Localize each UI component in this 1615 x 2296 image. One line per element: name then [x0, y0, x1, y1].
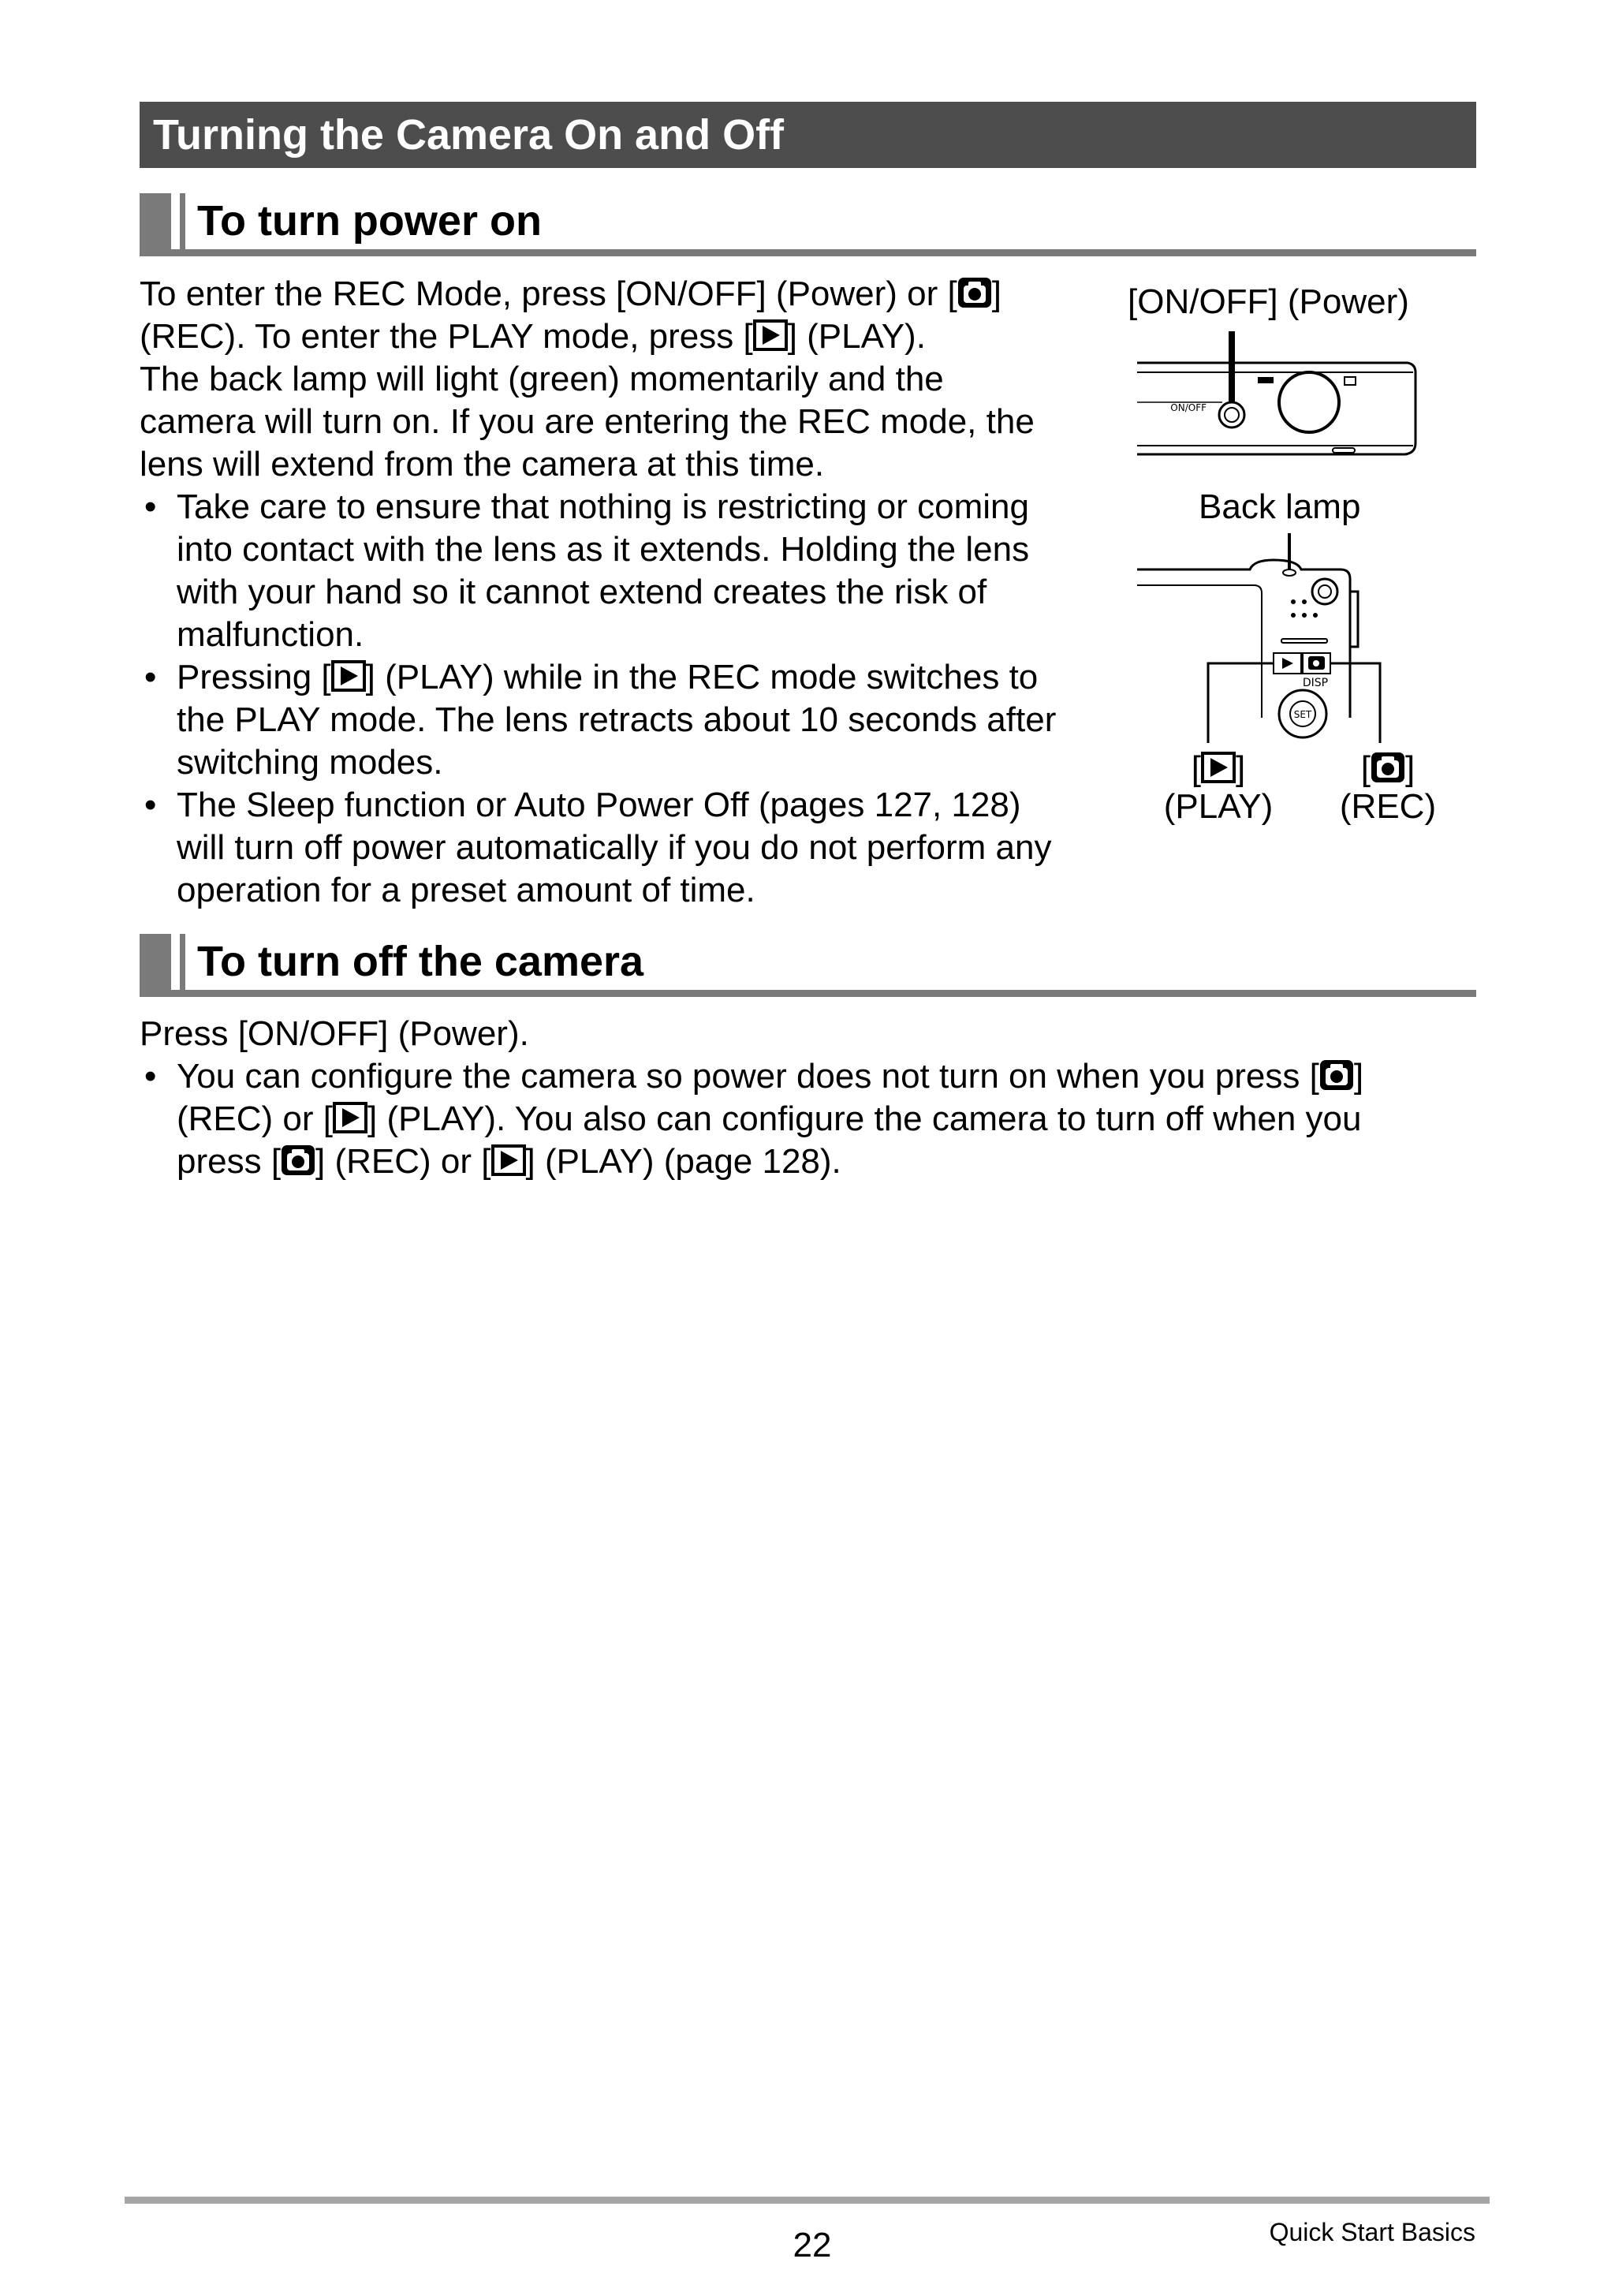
bullet-line: operation for a preset amount of time. [177, 871, 755, 909]
bullet-line: The Sleep function or Auto Power Off (pages 127, 128) [177, 786, 1021, 824]
zoom-dial [1312, 579, 1337, 604]
bullet-line: with your hand so it cannot extend creates the risk of [177, 573, 987, 611]
page-title: Turning the Camera On and Off [140, 102, 1476, 168]
text: ] [991, 274, 1001, 313]
camera-icon [1319, 1059, 1354, 1091]
bullet-marker: • [144, 658, 157, 696]
heading-bar [180, 934, 185, 990]
camera-mark [1345, 377, 1356, 385]
camera-mark [1333, 448, 1355, 453]
speaker-dot [1313, 613, 1318, 618]
bullet-line: Take care to ensure that nothing is restricting or coming [177, 487, 1029, 526]
speaker-dot [1302, 599, 1307, 604]
bullet-line [177, 656, 1038, 699]
bullet-marker: • [144, 786, 157, 824]
heading-bar [180, 193, 185, 249]
speaker-dot [1302, 613, 1307, 618]
power-button-caption: [ON/OFF] (Power) [1128, 282, 1409, 321]
bullet-line: switching modes. [177, 743, 443, 782]
body-line [140, 273, 1001, 315]
bullet-line [177, 1098, 1361, 1141]
play-icon [333, 1102, 367, 1133]
body-line: lens will extend from the camera at this time. [140, 445, 825, 483]
text: press [ [177, 1142, 282, 1181]
footer-divider [125, 2197, 1490, 2204]
camera-icon [1371, 752, 1405, 783]
text: ] [1236, 749, 1246, 788]
text: You can configure the camera so power does not turn on when you press [ [177, 1057, 1319, 1096]
text: [ [1191, 749, 1201, 788]
speaker-dot [1291, 599, 1296, 604]
text: Pressing [ [177, 658, 331, 696]
text: (REC). To enter the PLAY mode, press [ [140, 317, 753, 356]
heading-bar [140, 193, 171, 249]
rec-glyph-lens [1313, 660, 1319, 666]
section-heading-text: To turn off the camera [197, 938, 644, 985]
section-heading-text: To turn power on [197, 197, 542, 245]
text: To enter the REC Mode, press [ON/OFF] (Power) or [ [140, 274, 957, 313]
disp-label: DISP [1302, 677, 1329, 689]
bullet-line: the PLAY mode. The lens retracts about 10 seconds after [177, 700, 1057, 739]
text: ] (PLAY) while in the REC mode switches to [365, 658, 1039, 696]
body-line [140, 315, 926, 358]
section-heading-power-on [140, 193, 1476, 256]
play-icon [331, 660, 366, 692]
footer-section-name: Quick Start Basics [1269, 2218, 1475, 2246]
play-icon [1201, 752, 1236, 783]
text: ] (REC) or [ [315, 1142, 491, 1181]
camera-back-illustration [1128, 528, 1427, 757]
zoom-dial-inner [1318, 585, 1331, 598]
callout-line [1330, 663, 1380, 743]
onoff-print: ON/OFF [1170, 402, 1207, 413]
callout-line [1208, 663, 1274, 743]
bullet-line: into contact with the lens as it extends. Holding the lens [177, 530, 1030, 569]
bullet-marker: • [144, 487, 157, 526]
camera-top-illustration [1128, 323, 1427, 473]
camera-mark [1258, 377, 1274, 383]
body-line: camera will turn on. If you are entering the REC mode, the [140, 402, 1035, 441]
page-number: 22 [793, 2226, 832, 2264]
shutter-button [1279, 372, 1339, 432]
text: ] [1405, 749, 1415, 788]
bullet-line [177, 1055, 1363, 1098]
bullet-marker: • [144, 1057, 157, 1096]
play-button-caption-icon [1183, 748, 1254, 790]
section-heading-power-off [140, 934, 1476, 997]
text: ] (PLAY). [787, 317, 926, 356]
text: [ [1360, 749, 1371, 788]
play-button-caption: (PLAY) [1163, 787, 1274, 826]
bullet-line: malfunction. [177, 615, 364, 654]
text: ] (PLAY) (page 128). [525, 1142, 841, 1181]
rec-button-caption-icon [1352, 748, 1423, 790]
body-line: The back lamp will light (green) momentarily and the [140, 360, 944, 398]
text: ] [1353, 1057, 1364, 1096]
speaker-dot [1291, 613, 1296, 618]
body-line: Press [ON/OFF] (Power). [140, 1014, 529, 1053]
rec-button-caption: (REC) [1339, 787, 1437, 826]
camera-icon [281, 1144, 315, 1176]
set-label: SET [1293, 709, 1312, 720]
text: ] (PLAY). You also can configure the camera to turn off when you [367, 1099, 1362, 1138]
on-off-button [1219, 402, 1244, 427]
camera-mark [1281, 639, 1327, 643]
camera-screen-edge [1254, 585, 1262, 718]
heading-bar [140, 934, 171, 990]
play-icon [753, 319, 788, 351]
back-lamp [1283, 569, 1296, 576]
play-icon [491, 1144, 526, 1176]
bullet-line: will turn off power automatically if you do not perform any [177, 828, 1052, 867]
back-lamp-caption: Back lamp [1199, 487, 1361, 526]
text: (REC) or [ [177, 1099, 333, 1138]
camera-icon [957, 277, 992, 308]
bullet-line [177, 1141, 841, 1183]
